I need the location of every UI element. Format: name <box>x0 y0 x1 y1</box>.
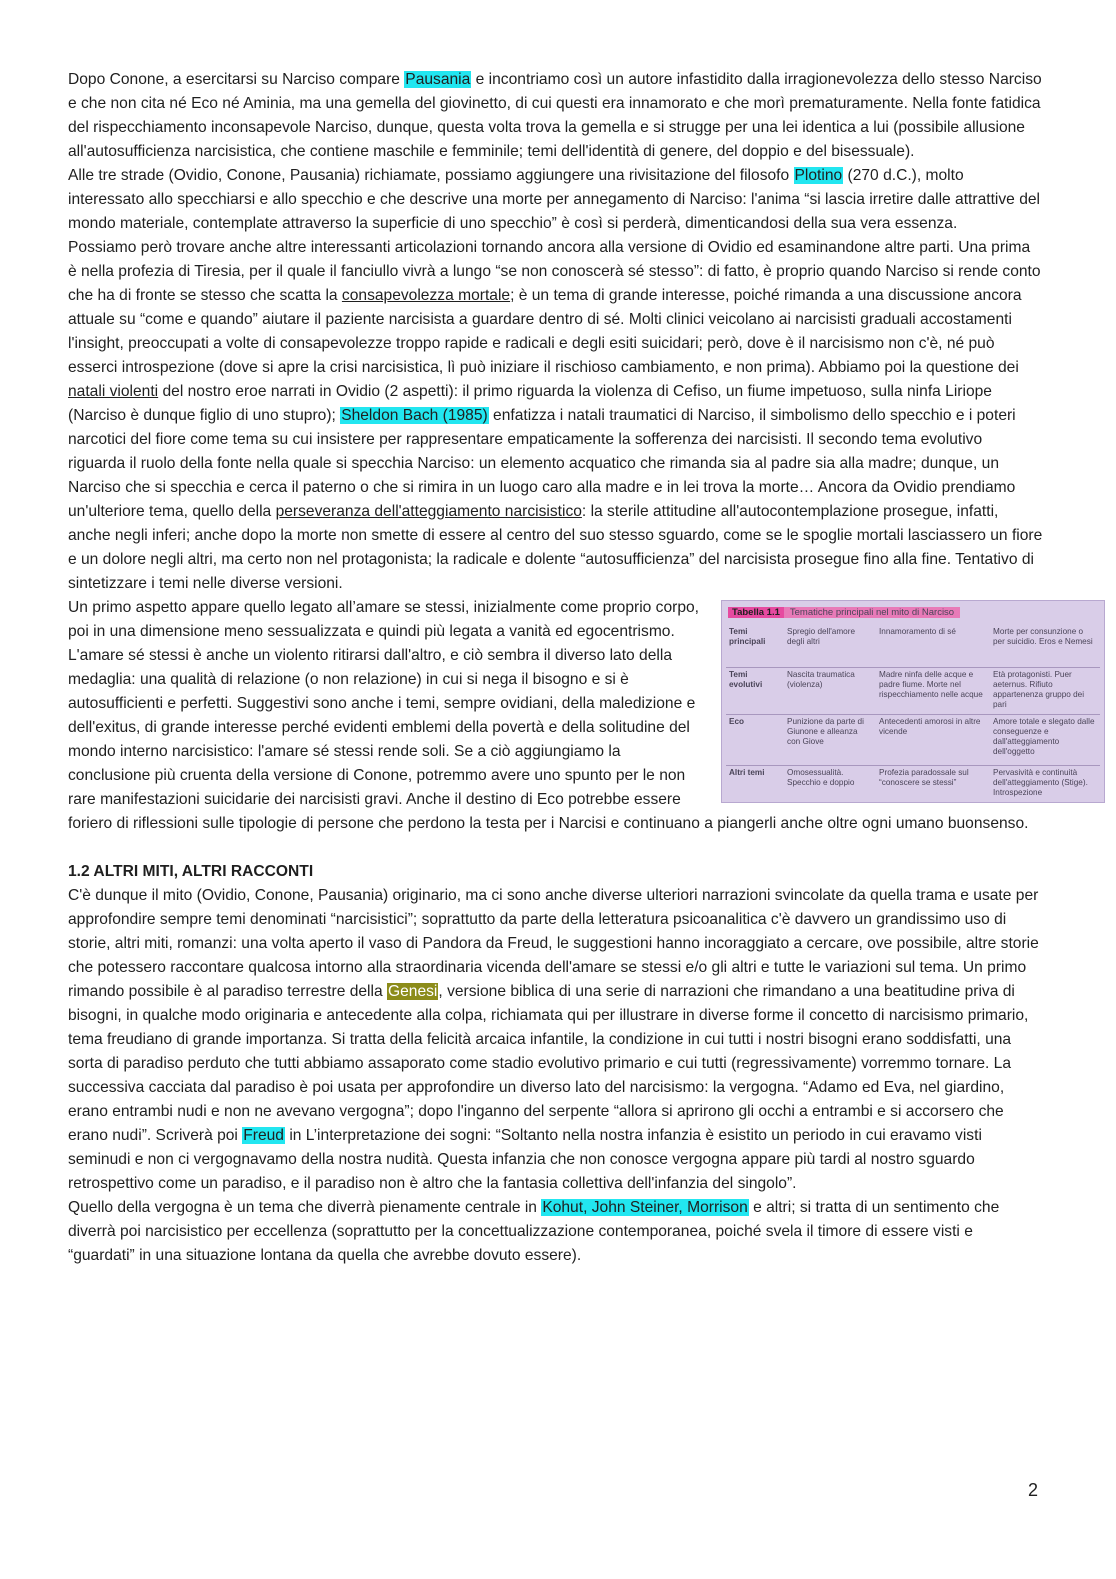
text-run: : la sterile attitudine all'autocontemplazione prosegue, infatti, anche negli inferi; anche dopo la morte non smette di essere al centro del suo stesso sguardo, come se le spoglie mortali lasciassero un fiore e un dolore negli altri, ma certo non nel protagonista; la radicale e dolente “autosufficienza” del narcisista prosegue fino alla fine. Tentativo di sintetizzare i temi nelle diverse versioni. <box>68 503 1043 592</box>
table-cell: Età protagonisti. Puer aeternus. Rifiuto appartenenza gruppo dei pari <box>993 670 1085 709</box>
text-run: Dopo Conone, a esercitarsi su Narciso compare <box>68 71 405 88</box>
table-cell: Morte per consunzione o per suicidio. Eros e Nemesi <box>993 627 1093 646</box>
underline-perseveranza: perseveranza dell'atteggiamento narcisistico <box>275 503 582 520</box>
table-title: Tematiche principali nel mito di Narciso <box>784 607 960 618</box>
highlight-pausania: Pausania <box>405 71 471 88</box>
table-cell: Profezia paradossale sul “conoscere se stessi” <box>879 768 969 787</box>
table-cell: Antecedenti amorosi in altre vicende <box>879 717 981 736</box>
text-run: , versione biblica di una serie di narrazioni che rimandano a una beatitudine priva di bisogni, in qualche modo originaria e antecedente alla colpa, richiamata qui per illustrare in diverse forme il concetto di narcisismo primario, tema freudiano di grande importanza. Si tratta della felicità arcaica infantile, la condizione in cui tutti i nostri bisogni erano soddisfatti, una sorta di paradiso perduto che tutti abbiamo assaporato come stadio evolutivo primario e cui tutti (regressivamente) vorremmo tornare. La successiva cacciata dal paradiso è poi usata per approfondire un diverso lato del narcisismo: la vergogna. “Adamo ed Eva, nel giardino, erano entrambi nudi e non ne avevano vergogna”; dopo l'inganno del serpente “allora si aprirono gli occhi a entrambi e si accorsero che erano nudi”. Scriverà poi <box>68 983 1029 1144</box>
table-row-label: Altri temi <box>729 768 765 777</box>
text-run: (270 d.C.), molto interessato allo specchiarsi e allo specchio e che descrive una morte per annegamento di Narciso: l'anima “si lascia irretire dalle attrattive del mondo materiale, contemplate attraverso la superficie di uno specchio” è così si perderà, dimenticandosi della sua vera essenza. <box>68 167 1040 232</box>
paragraph-ovidio <box>68 236 1043 596</box>
highlight-kohut-steiner-morrison: Kohut, John Steiner, Morrison <box>542 1199 748 1216</box>
paragraph-pausania <box>68 68 1043 164</box>
text-run: Possiamo però trovare anche altre interessanti articolazioni tornando ancora alla versione di Ovidio ed esaminandone altre parti. Una prima è nella profezia di Tiresia, per il quale il fanciullo vivrà a lungo “se non conoscerà sé stesso”: di fatto, è proprio quando Narciso si rende conto che ha di fronte se stesso che scatta la <box>68 239 1041 304</box>
text-run: del nostro eroe narrati in Ovidio (2 aspetti): il primo riguarda la violenza di Cefiso, un fiume impetuoso, sulla ninfa Liriope (Narciso è dunque figlio di uno stupro); <box>68 383 992 424</box>
highlight-plotino: Plotino <box>794 167 843 184</box>
text-run: in L’interpretazione dei sogni: “Soltanto nella nostra infanzia è esistito un periodo in cui eravamo visti seminudi e non ci vergognavamo della nostra nudità. Questa infanzia che non conosce vergogna appare più tardi al nostro sguardo retrospettivo come un paradiso, e il paradiso non è altro che la fantasia collettiva dell'infanzia del singolo”. <box>68 1127 982 1192</box>
paragraph-plotino <box>68 164 1043 236</box>
text-run: Quello della vergogna è un tema che diverrà pienamente centrale in <box>68 1199 542 1216</box>
table-row-label: Temi evolutivi <box>729 670 763 689</box>
table-cell: Spregio dell'amore degli altri <box>787 627 856 646</box>
highlight-sheldon-bach: Sheldon Bach (1985) <box>341 407 488 424</box>
text-run: e incontriamo così un autore infastidito dalla irragionevolezza dello stesso Narciso e che non cita né Eco né Aminia, ma una gemella del giovinetto, di cui questi era innamorato e che morì prematuramente. Nella fonte fatidica del rispecchiamento inconsapevole Narciso, dunque, questa volta trova la gemella e si strugge per una lei identica a lui (possibile allusione all'autosufficienza narcisistica, che contiene maschile e femminile; temi dell'identità di genere, del doppio e del bisessuale). <box>68 71 1042 160</box>
table-cell: Innamoramento di sé <box>879 627 956 636</box>
table-row-label: Eco <box>729 717 745 726</box>
paragraph-genesi <box>68 884 1043 1196</box>
table-cell: Amore totale e slegato dalle conseguenze e dall'atteggiamento dell'oggetto <box>993 717 1095 756</box>
highlight-genesi: Genesi <box>387 983 438 1000</box>
table-cell: Omosessualità. Specchio e doppio <box>787 768 855 787</box>
table-number: Tabella 1.1 <box>728 607 784 618</box>
paragraph-amare-se-stessi: Un primo aspetto appare quello legato all’amare se stessi, inizialmente come proprio corpo, poi in una dimensione meno sessualizzata e quindi più legata a vanità ed egocentrismo. L'amare sé stessi è anche un violento ritirarsi dall'altro, e ciò sembra il diverso lato della medaglia: una qualità di relazione (o non relazione) in cui si nega il bisogno e si è autosufficienti e perfetti. Suggestivi sono anche i temi, sempre ovidiani, della maledizione e dell'exitus, di grande interesse perché evidenti emblemi della povertà e della solitudine del mondo interno narcisistico: l'amare sé stessi rende soli. Se a ciò aggiungiamo la conclusione più cruenta della versione di Conone, potremmo avere uno spunto per le non rare manifestazioni suicidarie dei narcisisti gravi. Anche il destino di Eco potrebbe essere foriero di riflessioni sulle tipologie di persone che perdono la testa per i Narcisi e continuano a piangerli anche oltre ogni umano buonsenso. <box>68 599 1029 832</box>
table-cell: Nascita traumatica (violenza) <box>787 670 855 689</box>
text-run: enfatizza i natali traumatici di Narciso, il simbolismo dello specchio e i poteri narcotici del fiore come tema su cui insistere per rappresentare empaticamente la sofferenza dei narcisisti. Il secondo tema evolutivo riguarda il ruolo della fonte nella quale si specchia Narciso: un elemento acquatico che rimanda sia al padre sia alla madre; dunque, un Narciso che si specchia e cerca il paterno o che si rimira in un luogo caro alla madre e in lei trova la morte… Ancora da Ovidio prendiamo un'ulteriore tema, quello della <box>68 407 1016 520</box>
table-row <box>726 625 1100 668</box>
table-figure <box>721 600 1105 803</box>
text-run: Alle tre strade (Ovidio, Conone, Pausania) richiamate, possiamo aggiungere una rivisitazione del filosofo <box>68 167 794 184</box>
table-row <box>726 715 1100 766</box>
paragraph-with-table <box>68 596 1095 836</box>
underline-consapevolezza: consapevolezza mortale <box>341 287 511 304</box>
page-number: 2 <box>1028 1480 1039 1500</box>
page-content <box>68 68 1095 1268</box>
underline-natali: natali violenti <box>68 383 159 400</box>
table-row <box>726 668 1100 715</box>
highlight-freud: Freud <box>243 1127 284 1144</box>
paragraph-vergogna <box>68 1196 1043 1268</box>
table-cell: Punizione da parte di Giunone e alleanza con Giove <box>787 717 864 746</box>
text-run: C'è dunque il mito (Ovidio, Conone, Pausania) originario, ma ci sono anche diverse ulteriori narrazioni svincolate da quella trama e usate per approfondire sempre temi denominati “narcisistici”; soprattutto da parte della letteratura psicoanalitica c'è davvero un grandissimo uso di storie, altri miti, romanzi: una volta aperto il vaso di Pandora da Freud, le suggestioni hanno incoraggiato a cercare, ove possibile, altre storie che potessero raccontare qualcosa intorno alla straordinaria vicenda dell'amare se stessi e/o gli altri e tutte le variazioni sul tema. Un primo rimando possibile è al paradiso terrestre della <box>68 887 1039 1000</box>
text-run: e altri; si tratta di un sentimento che diverrà poi narcisistico per eccellenza (soprattutto per la concettualizzazione contemporanea, poiché svela il timore di essere visti e “guardati” in una situazione lontana da quella che avrebbe dovuto essere). <box>68 1199 1000 1264</box>
table-grid <box>726 625 1100 803</box>
table-row <box>726 766 1100 803</box>
section-heading: 1.2 ALTRI MITI, ALTRI RACCONTI <box>68 863 314 880</box>
text-run: ; è un tema di grande interesse, poiché rimanda a una discussione ancora attuale su “come e quando” aiutare il paziente narcisista a guardare dentro di sé. Molti clinici veicolano ai narcisisti graduali accostamenti l'insight, preoccupati a volte di consapevolezze troppo rapide e radicali e degli esiti suicidari; però, dove è il narcisismo non c'è, né può esserci introspezione (dove si apre la crisi narcisistica, lì può iniziare il rischioso cambiamento, e non prima). Abbiamo poi la questione dei <box>68 287 1022 376</box>
table-cell: Madre ninfa delle acque e padre fiume. Morte nel rispecchiamento nelle acque <box>879 670 983 699</box>
table-row-label: Temi principali <box>729 627 766 646</box>
table-header <box>728 605 960 621</box>
table-cell: Pervasività e continuità dell'atteggiamento (Stige). Introspezione <box>993 768 1088 797</box>
